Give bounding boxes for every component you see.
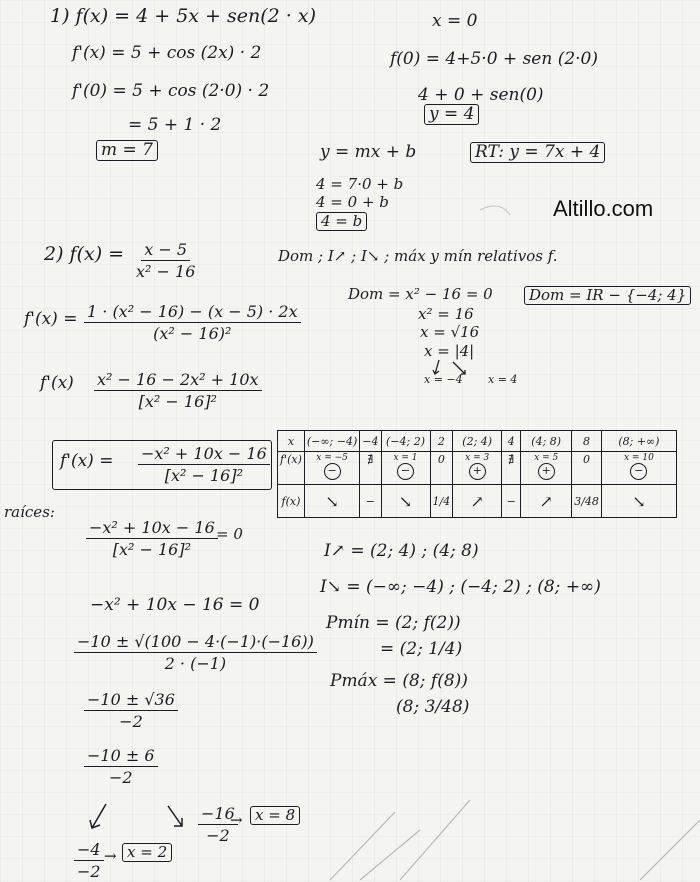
plus-minus-six-numerator: −10 ± 6 [84, 746, 158, 767]
derivative-1-numerator: 1 · (x² − 16) − (x − 5) · 2x [84, 302, 301, 323]
sign-table-trend-arrow: ↗ [453, 485, 502, 518]
ex1-substitute: 4 = 7·0 + b [316, 175, 404, 193]
sign-table-derivative-row [278, 452, 677, 485]
sign-table-header-cell: 2 [430, 431, 453, 452]
derivative-2-fraction [94, 370, 262, 411]
roots-equation-fraction [86, 518, 218, 559]
sign-table-trend-arrow: ↘ [304, 485, 359, 518]
ex1-f-of-zero: f(0) = 4+5·0 + sen (2·0) [390, 49, 599, 69]
root-branch-arrows [84, 800, 204, 836]
ex2-function-numerator: x − 5 [141, 240, 190, 261]
sign-table [277, 430, 677, 518]
sign-table-test-point: x = 5 [534, 453, 559, 463]
sign-table-derivative-cell [572, 452, 602, 485]
derivative-3-denominator: [x² − 16]² [164, 466, 244, 485]
ex1-line-form: y = mx + b [320, 142, 417, 162]
sign-table-derivative-cell [502, 452, 521, 485]
root-2-denominator: −2 [77, 862, 101, 881]
sign-table-function-cell: 3/48 [572, 485, 602, 518]
ex1-point-x: x = 0 [432, 11, 478, 31]
relative-maximum: Pmáx = (8; f(8)) [330, 671, 468, 691]
sign-table-header-row [278, 431, 677, 452]
sign-table-function-row [278, 485, 677, 518]
ex1-function: 1) f(x) = 4 + 5x + sen(2 · x) [50, 5, 316, 27]
ex1-intercept: 4 = b [316, 212, 367, 231]
sign-table-header-cell: 4 [502, 431, 521, 452]
sign-table-test-point: x = −5 [316, 453, 348, 463]
sqrt-36-numerator: −10 ± √36 [84, 690, 178, 711]
ex1-evaluation: = 5 + 1 · 2 [128, 115, 222, 135]
ex1-f-of-zero-step: 4 + 0 + sen(0) [418, 85, 544, 105]
ex1-derivative: f'(x) = 5 + cos (2x) · 2 [72, 43, 262, 63]
sign-table-derivative-cell [521, 452, 572, 485]
plus-minus-six-fraction [84, 746, 158, 787]
domain-result: Dom = IR − {−4; 4} [524, 286, 691, 305]
sqrt-36-denominator: −2 [119, 712, 143, 731]
root-8-numerator: −16 [198, 804, 238, 825]
derivative-3-fraction [138, 444, 270, 485]
sign-table-trend-arrow: ↘ [601, 485, 676, 518]
relative-minimum-value: = (2; 1/4) [380, 639, 463, 659]
sign-table-value: ∄ [508, 453, 515, 466]
sign-table-header-cell: (4; 8) [521, 431, 572, 452]
sign-table-value: ∄ [367, 453, 374, 466]
sign-table-header-cell: −4 [360, 431, 381, 452]
sign-table-value: 0 [583, 453, 591, 466]
root-2-arrow: → [104, 847, 117, 865]
root-2-numerator: −4 [74, 840, 104, 861]
ex2-function-fraction [136, 240, 195, 281]
ex1-point-y: y = 4 [424, 104, 479, 125]
ex2-function-denominator: x² − 16 [136, 262, 196, 281]
domain-step-2: x = √16 [420, 323, 480, 341]
roots-equation-denominator: [x² − 16]² [112, 540, 192, 559]
sign-table-derivative-cell [360, 452, 381, 485]
root-8-denominator: −2 [206, 826, 230, 845]
sign-table-sign: − [397, 463, 414, 480]
quadratic-formula-fraction [74, 632, 317, 673]
decreasing-intervals: I↘ = (−∞; −4) ; (−4; 2) ; (8; +∞) [320, 577, 601, 597]
quadratic-formula-denominator: 2 · (−1) [164, 654, 227, 673]
sign-table-sign: − [324, 463, 341, 480]
root-2-result: x = 2 [122, 843, 172, 862]
derivative-2-denominator: [x² − 16]² [138, 392, 217, 411]
plus-minus-six-denominator: −2 [108, 768, 133, 787]
derivative-1-denominator: (x² − 16)² [153, 324, 232, 343]
derivative-1-lhs: f'(x) = [24, 309, 78, 329]
sign-table-header-cell: 8 [572, 431, 602, 452]
sign-table-sign: + [538, 463, 555, 480]
domain-equation: Dom = x² − 16 = 0 [348, 285, 493, 303]
site-logo: Altillo.com [553, 196, 654, 221]
roots-equation-numerator: −x² + 10x − 16 [86, 518, 218, 539]
sign-table-header-cell: (−∞; −4) [304, 431, 359, 452]
sign-table-test-point: x = 10 [624, 453, 654, 463]
root-8-arrow: → [230, 811, 243, 829]
derivative-3-lhs: f'(x) = [60, 451, 114, 471]
sign-table-header-cell: x [278, 431, 305, 452]
ex1-tangent-line: RT: y = 7x + 4 [470, 142, 605, 163]
root-2-fraction [74, 840, 104, 881]
derivative-2-numerator: x² − 16 − 2x² + 10x [94, 370, 262, 391]
domain-step-3: x = |4| [424, 342, 475, 360]
quadratic-formula-numerator: −10 ± √(100 − 4·(−1)·(−16)) [74, 632, 317, 653]
domain-root-positive: x = 4 [488, 373, 518, 386]
sign-table-derivative-cell [601, 452, 676, 485]
derivative-2-lhs: f'(x) [40, 373, 74, 393]
roots-equation-rhs: = 0 [216, 525, 243, 543]
sign-table-value: f'(x) [280, 453, 302, 466]
derivative-3-numerator: −x² + 10x − 16 [138, 444, 270, 465]
sign-table-sign: − [630, 463, 647, 480]
domain-root-negative: x = −4 [424, 373, 463, 386]
ex2-label: 2) f(x) = [44, 243, 125, 265]
sign-table-function-cell: 1/4 [430, 485, 453, 518]
sign-table-derivative-cell [430, 452, 453, 485]
sign-table-header-cell: (8; +∞) [601, 431, 676, 452]
sign-table-derivative-cell [278, 452, 305, 485]
ex1-derivative-at-zero: f'(0) = 5 + cos (2·0) · 2 [72, 81, 270, 101]
sign-table-value: 0 [437, 453, 445, 466]
relative-minimum: Pmín = (2; f(2)) [326, 613, 461, 633]
domain-step-1: x² = 16 [418, 305, 474, 323]
sign-table-function-cell: f(x) [278, 485, 305, 518]
sqrt-36-fraction [84, 690, 178, 731]
sign-table-sign: + [469, 463, 486, 480]
quadratic-equation: −x² + 10x − 16 = 0 [90, 595, 260, 615]
relative-maximum-value: (8; 3/48) [396, 697, 470, 717]
sign-table-function-cell: − [360, 485, 381, 518]
sign-table-derivative-cell [381, 452, 430, 485]
increasing-intervals: I↗ = (2; 4) ; (4; 8) [324, 541, 479, 561]
sign-table-test-point: x = 3 [465, 453, 490, 463]
sign-table-derivative-cell [304, 452, 359, 485]
root-8-result: x = 8 [250, 806, 300, 825]
ex2-task: Dom ; I↗ ; I↘ ; máx y mín relativos f. [278, 247, 558, 265]
sign-table-function-cell: − [502, 485, 521, 518]
sign-table-trend-arrow: ↘ [381, 485, 430, 518]
sign-table-derivative-cell [453, 452, 502, 485]
sign-table-header-cell: (2; 4) [453, 431, 502, 452]
sign-table-trend-arrow: ↗ [521, 485, 572, 518]
ex1-slope: m = 7 [96, 140, 158, 161]
sign-table-test-point: x = 1 [393, 453, 418, 463]
derivative-1-fraction [84, 302, 301, 343]
ex1-simplify: 4 = 0 + b [316, 193, 389, 211]
roots-label: raíces: [4, 503, 55, 521]
sign-table-header-cell: (−4; 2) [381, 431, 430, 452]
